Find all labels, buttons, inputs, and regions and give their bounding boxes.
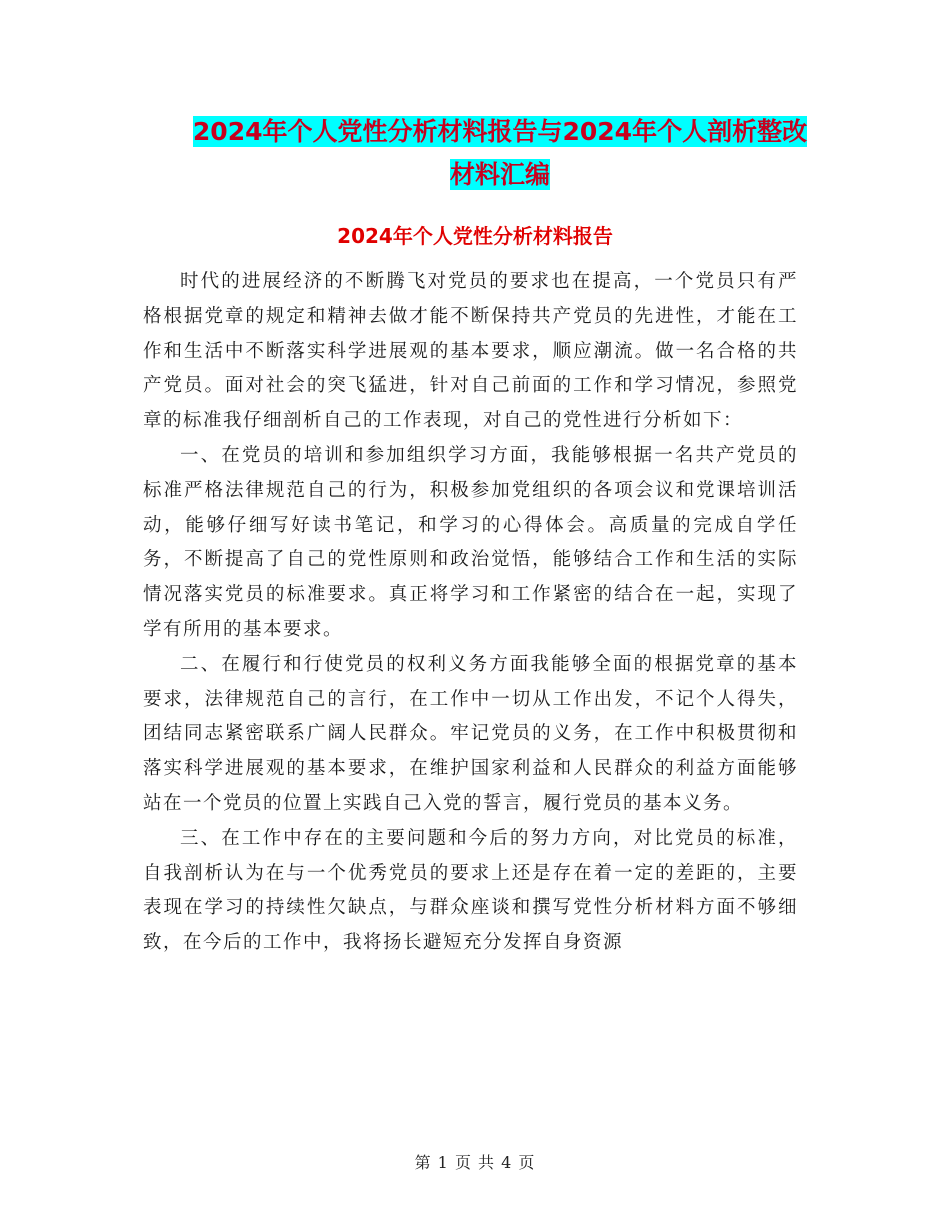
paragraph-intro: 时代的进展经济的不断腾飞对党员的要求也在提高，一个党员只有严格根据党章的规定和精神去做才能不断保持共产党员的先进性，才能在工作和生活中不断落实科学进展观的基本要求，顺应潮流。做一名合格的共产党员。面对社会的突飞猛进，针对自己前面的工作和学习情况，参照党章的标准我仔细剖析自己的工作表现，对自己的党性进行分析如下：: [143, 271, 798, 432]
title-line-2: 材料汇编: [449, 160, 550, 189]
footer-middle: 页 共: [454, 1153, 496, 1172]
paragraph-1: 一、在党员的培训和参加组织学习方面，我能够根据一名共产党员的标准严格法律规范自己的行为，积极参加党组织的各项会议和党课培训活动，能够仔细写好读书笔记，和学习的心得体会。高质量的完成自学任务，不断提高了自己的党性原则和政治觉悟，能够结合工作和生活的实际情况落实党员的标准要求。真正将学习和工作紧密的结合在一起，实现了学有所用的基本要求。: [143, 444, 798, 640]
footer-page-number: 1: [437, 1153, 449, 1172]
page-footer: [0, 1150, 950, 1173]
paragraph-3: 三、在工作中存在的主要问题和今后的努力方向，对比党员的标准，自我剖析认为在与一个优秀党员的要求上还是存在着一定的差距的，主要表现在学习的持续性欠缺点，与群众座谈和撰写党性分析材料方面不够细致，在今后的工作中，我将扬长避短充分发挥自身资源: [143, 827, 798, 954]
section-title: 2024年个人党性分析材料报告: [337, 224, 613, 248]
document-body: [143, 265, 798, 961]
footer-prefix: 第: [414, 1153, 432, 1172]
footer-total-pages: 4: [501, 1153, 513, 1172]
paragraph-2: 二、在履行和行使党员的权利义务方面我能够全面的根据党章的基本要求，法律规范自己的言行，在工作中一切从工作出发，不记个人得失，团结同志紧密联系广阔人民群众。牢记党员的义务，在工作中积极贯彻和落实科学进展观的基本要求，在维护国家利益和人民群众的利益方面能够站在一个党员的位置上实践自己入党的誓言，履行党员的基本义务。: [143, 653, 798, 814]
footer-suffix: 页: [518, 1153, 536, 1172]
title-line-1: 2024年个人党性分析材料报告与2024年个人剖析整改: [192, 117, 808, 146]
document-title: [150, 110, 850, 196]
